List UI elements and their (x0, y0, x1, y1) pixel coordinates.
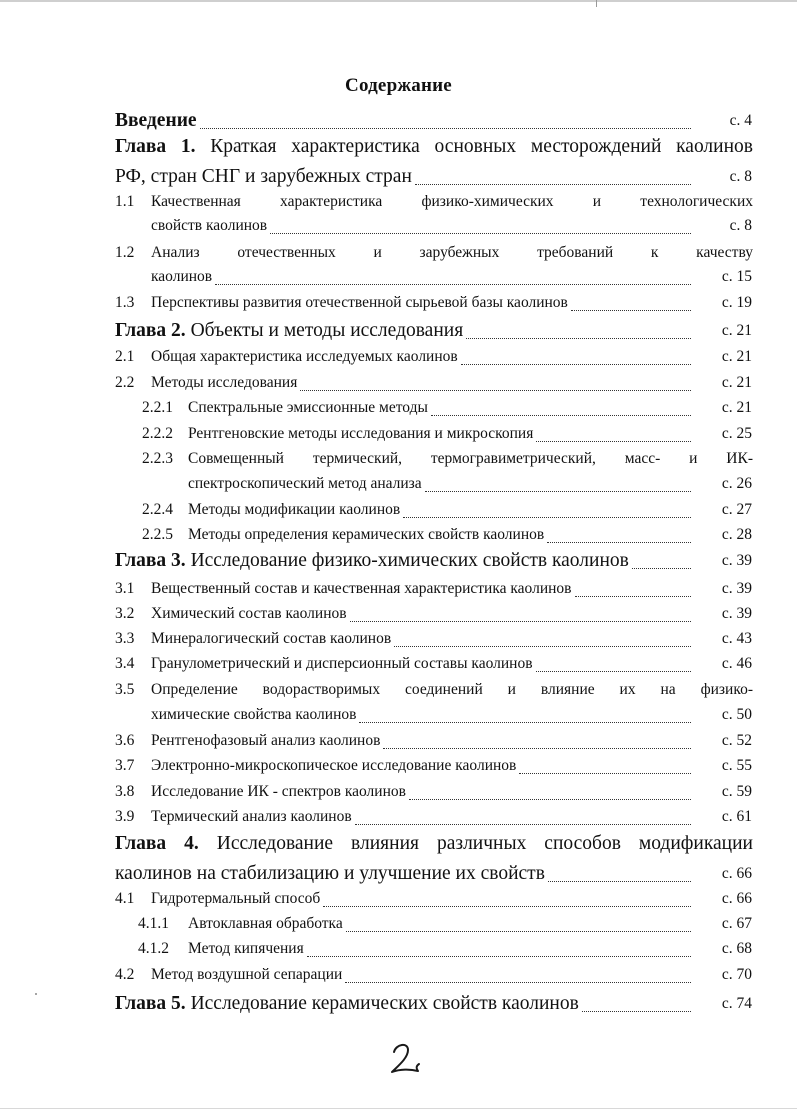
toc-entry-title (151, 626, 391, 652)
toc-page-number: с. 46 (721, 655, 752, 672)
leader-dots (323, 886, 691, 907)
toc-entry-text: Рентгеновские методы исследования и микроскопия (188, 425, 534, 442)
leader-dots (355, 804, 691, 825)
toc-entry-text: Качественная характеристика физико-химических и технологических (151, 193, 753, 210)
toc-entry (0, 213, 797, 239)
toc-entry (0, 316, 797, 346)
leader-dots (466, 316, 691, 339)
toc-page-number: с. 8 (729, 168, 752, 185)
leader-dots (350, 601, 691, 622)
toc-page-number: с. 21 (721, 348, 752, 365)
leader-dots (383, 728, 691, 749)
toc-chapter-label: Глава 5. (115, 993, 186, 1014)
toc-entry-number: 2.2.2 (142, 425, 173, 442)
toc-entry-text: каолинов (151, 268, 213, 285)
toc-entry-text: каолинов на стабилизацию и улучшение их свойств (115, 863, 545, 884)
toc-entry-text: Объекты и методы исследования (185, 320, 464, 341)
toc-page-number: с. 66 (721, 890, 752, 907)
toc-entry-title (188, 395, 428, 421)
toc-page-number: с. 68 (721, 940, 752, 957)
toc-entry-title (188, 471, 422, 497)
toc-page-number: с. 21 (721, 374, 752, 391)
toc-entry-title (151, 804, 352, 830)
toc-entry (0, 677, 797, 703)
toc-entry (0, 702, 797, 728)
toc-entry-title (151, 753, 516, 779)
toc-entry (0, 290, 797, 316)
leader-dots (536, 651, 691, 672)
toc-entry (0, 522, 797, 548)
toc-entry (0, 546, 797, 576)
toc-entry (0, 264, 797, 290)
toc-entry-title (151, 677, 753, 703)
toc-entry-text: Общая характеристика исследуемых каолинов (151, 348, 458, 365)
toc-entry-number: 3.7 (115, 757, 135, 774)
toc-entry (0, 471, 797, 497)
leader-dots (359, 702, 691, 723)
toc-entry-number: 3.6 (115, 732, 135, 749)
leader-dots (547, 522, 691, 543)
toc-page-number: с. 25 (721, 425, 752, 442)
leader-dots (571, 290, 691, 311)
toc-entry-text: Исследование ИК - спектров каолинов (151, 783, 406, 800)
leader-dots (270, 213, 691, 234)
toc-entry-title (151, 962, 342, 988)
toc-entry-text: Гидротермальный способ (151, 890, 321, 907)
toc-entry-number: 2.2.4 (142, 501, 173, 518)
toc-entry-title (115, 829, 753, 859)
toc-chapter-label: Глава 3. (115, 550, 186, 571)
toc-entry (0, 370, 797, 396)
toc-entry-text: Методы модификации каолинов (188, 501, 401, 518)
leader-dots (403, 497, 691, 518)
toc-page-number: с. 66 (721, 865, 752, 882)
toc-entry-title (151, 702, 356, 728)
toc-page-number: с. 59 (721, 783, 752, 800)
toc-entry-text: Перспективы развития отечественной сырьевой базы каолинов (151, 294, 568, 311)
toc-entry-text: свойств каолинов (151, 217, 268, 234)
toc-page-number: с. 70 (721, 966, 752, 983)
toc-entry-title (151, 240, 753, 266)
toc-entry-number: 3.1 (115, 580, 135, 597)
leader-dots (582, 989, 691, 1012)
leader-dots (409, 779, 691, 800)
toc-entry-text: Методы определения керамических свойств каолинов (188, 526, 545, 543)
leader-dots (431, 395, 691, 416)
toc-entry-text: Анализ отечественных и зарубежных требований к качеству (151, 244, 753, 261)
toc-entry (0, 421, 797, 447)
toc-entry-number: 4.1.1 (138, 915, 169, 932)
toc-entry (0, 395, 797, 421)
toc-page-number: с. 28 (721, 526, 752, 543)
leader-dots (548, 859, 691, 882)
toc-chapter-label: Введение (115, 110, 197, 131)
toc-entry (0, 829, 797, 859)
toc-entry (0, 779, 797, 805)
toc-entry-number: 2.2.5 (142, 526, 173, 543)
leader-dots (415, 162, 691, 185)
toc-entry-number: 3.2 (115, 605, 135, 622)
toc-page-number: с. 39 (721, 605, 752, 622)
toc-title: Содержание (345, 75, 452, 96)
leader-dots (425, 471, 691, 492)
toc-entry-title (151, 370, 297, 396)
toc-entry (0, 189, 797, 215)
toc-entry (0, 886, 797, 912)
toc-entry-title (151, 779, 406, 805)
toc-page-number: с. 21 (721, 399, 752, 416)
toc-chapter-label: Глава 1. (115, 136, 196, 157)
toc-page-number: с. 39 (721, 552, 752, 569)
toc-entry-text: Совмещенный термический, термогравиметрический, масс- и ИК- (188, 450, 753, 467)
toc-entry-number: 4.2 (115, 966, 135, 983)
leader-dots (346, 911, 691, 932)
toc-entry-title (188, 936, 304, 962)
toc-entry-text: Спектральные эмиссионные методы (188, 399, 428, 416)
leader-dots (307, 936, 691, 957)
toc-entry-text: спектроскопический метод анализа (188, 475, 422, 492)
toc-entry-text: Вещественный состав и качественная характеристика каолинов (151, 580, 572, 597)
toc-entry (0, 576, 797, 602)
toc-entry-title (151, 290, 568, 316)
toc-entry-number: 3.5 (115, 681, 135, 698)
leader-dots (575, 576, 692, 597)
toc-entry (0, 911, 797, 937)
leader-dots (215, 264, 691, 285)
toc-page-number: с. 39 (721, 580, 752, 597)
toc-entry-title (151, 344, 458, 370)
toc-entry-text: Исследование влияния различных способов модификации (198, 833, 753, 854)
toc-entry-title (151, 886, 320, 912)
toc-entry (0, 497, 797, 523)
toc-page-number: с. 19 (721, 294, 752, 311)
toc-entry-text: РФ, стран СНГ и зарубежных стран (115, 166, 412, 187)
toc-entry-text: Исследование физико-химических свойств каолинов (185, 550, 629, 571)
toc-chapter-label: Глава 2. (115, 320, 186, 341)
toc-entry-number: 4.1.2 (138, 940, 169, 957)
toc-entry-text: химические свойства каолинов (151, 706, 357, 723)
toc-entry-title (188, 911, 343, 937)
toc-entry-title (188, 446, 753, 472)
toc-entry-number: 2.2.1 (142, 399, 173, 416)
toc-entry-number: 3.9 (115, 808, 135, 825)
toc-entry-text: Электронно-микроскопическое исследование каолинов (151, 757, 517, 774)
toc-entry-title (115, 132, 753, 162)
toc-entry (0, 728, 797, 754)
toc-entry-text: Краткая характеристика основных месторождений каолинов (195, 136, 753, 157)
toc-entry-text: Методы исследования (151, 374, 298, 391)
toc-page-number: с. 26 (721, 475, 752, 492)
toc-entry-title (188, 522, 544, 548)
toc-entry-title (115, 859, 545, 889)
toc-entry-title (151, 728, 380, 754)
toc-entry-number: 3.3 (115, 630, 135, 647)
toc-entry (0, 962, 797, 988)
toc-entry-title (151, 189, 753, 215)
toc-entry-title (151, 651, 533, 677)
handwritten-page-number (386, 1038, 426, 1078)
toc-entry-number: 2.2 (115, 374, 135, 391)
toc-entry-number: 1.2 (115, 244, 135, 261)
toc-entry-title (115, 546, 629, 576)
toc-page-number: с. 43 (721, 630, 752, 647)
toc-entry-title (151, 576, 572, 602)
toc-page-number: с. 27 (721, 501, 752, 518)
toc-entry (0, 132, 797, 162)
toc-entry-text: Метод кипячения (188, 940, 304, 957)
leader-dots (200, 106, 691, 129)
toc-entry-number: 2.1 (115, 348, 135, 365)
toc-entry (0, 651, 797, 677)
toc-entry-number: 1.1 (115, 193, 135, 210)
toc-entry (0, 626, 797, 652)
toc-entry (0, 753, 797, 779)
leader-dots (345, 962, 691, 983)
toc-entry (0, 162, 797, 192)
toc-entry-text: Гранулометрический и дисперсионный составы каолинов (151, 655, 533, 672)
toc-page-number: с. 21 (721, 322, 752, 339)
leader-dots (632, 546, 691, 569)
toc-entry (0, 601, 797, 627)
toc-entry-text: Метод воздушной сепарации (151, 966, 343, 983)
toc-entry (0, 240, 797, 266)
toc-entry-text: Термический анализ каолинов (151, 808, 352, 825)
toc-entry (0, 344, 797, 370)
toc-entry-title (151, 601, 347, 627)
leader-dots (519, 753, 691, 774)
toc-page-number: с. 52 (721, 732, 752, 749)
toc-page-number: с. 50 (721, 706, 752, 723)
toc-entry-text: Исследование керамических свойств каолинов (185, 993, 579, 1014)
toc-entry-title (188, 497, 400, 523)
toc-entry (0, 804, 797, 830)
toc-entry-title (115, 316, 463, 346)
toc-page-number: с. 61 (721, 808, 752, 825)
toc-entry-number: 2.2.3 (142, 450, 173, 467)
toc-page-number: с. 4 (729, 112, 752, 129)
toc-entry-number: 1.3 (115, 294, 135, 311)
toc-entry-title (151, 213, 267, 239)
toc-entry-text: Минералогический состав каолинов (151, 630, 392, 647)
toc-entry (0, 859, 797, 889)
toc-chapter-label: Глава 4. (115, 833, 199, 854)
toc-page-number: с. 8 (729, 217, 752, 234)
toc-entry-text: Автоклавная обработка (188, 915, 343, 932)
leader-dots (394, 626, 691, 647)
toc-entry-number: 3.4 (115, 655, 135, 672)
leader-dots (536, 421, 691, 442)
toc-entry (0, 936, 797, 962)
toc-entry-number: 3.8 (115, 783, 135, 800)
leader-dots (300, 370, 691, 391)
toc-entry-title (115, 989, 579, 1019)
toc-entry-title (151, 264, 212, 290)
toc-page-number: с. 67 (721, 915, 752, 932)
leader-dots (461, 344, 691, 365)
toc-page-number: с. 74 (721, 995, 752, 1012)
toc-entry-text: Рентгенофазовый анализ каолинов (151, 732, 381, 749)
toc-entry-text: Химический состав каолинов (151, 605, 347, 622)
toc-entry (0, 446, 797, 472)
toc-entry-title (115, 162, 412, 192)
toc-page-number: с. 55 (721, 757, 752, 774)
toc-entry-text: Определение водорастворимых соединений и влияние их на физико- (151, 681, 753, 698)
toc-entry-number: 4.1 (115, 890, 135, 907)
toc-page-number: с. 15 (721, 268, 752, 285)
toc-entry-title (188, 421, 533, 447)
toc-entry (0, 989, 797, 1019)
